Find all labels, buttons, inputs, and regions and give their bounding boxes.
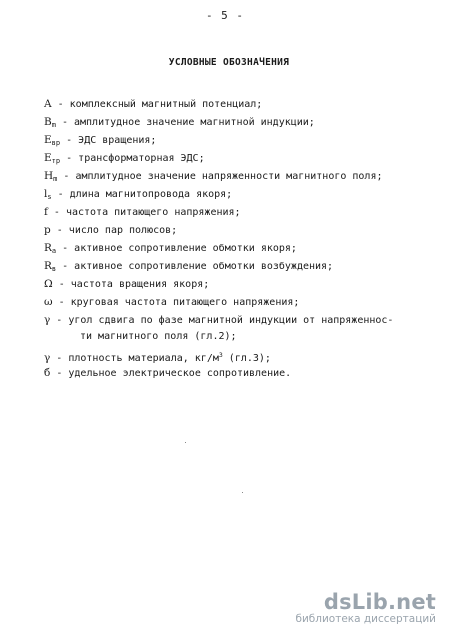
symbol-list [44,95,424,382]
symbol: γ [44,314,51,326]
symbol-item-field-strength-amplitude [44,167,424,185]
symbol: ω [44,296,53,308]
symbol-subscript: в [51,265,57,273]
symbol: E [44,134,52,146]
symbol-description: - амплитудное значение напряженности магнитного поля; [57,171,383,182]
symbol-subscript: вр [51,139,61,147]
symbol-item-rotation-speed [44,275,424,293]
scan-speck [242,492,243,493]
symbol-description: - активное сопротивление обмотки возбуждения; [56,261,334,272]
symbol-description: - ЭДС вращения; [60,135,157,146]
symbol-item-supply-frequency [44,203,424,221]
symbol-subscript: m [51,121,56,129]
symbol-item-angular-frequency [44,293,424,311]
symbol-item-rotation-emf [44,131,424,149]
unit-superscript: 3 [218,351,223,359]
symbol-description: - плотность материала, кг/м [50,353,219,364]
symbol-subscript: m [53,175,58,183]
symbol-subscript: a [51,247,57,255]
symbol-subscript: тр [51,157,61,165]
symbol-description: - круговая частота питающего напряжения; [52,297,300,308]
symbol-description: - угол сдвига по фазе магнитной индукции от напряженнос- [50,315,394,326]
symbol-item-material-density [44,346,424,364]
symbol-item-transformer-emf [44,149,424,167]
symbol: A [44,98,52,110]
symbol: H [44,170,54,182]
page-number: - 5 - [205,9,245,22]
symbol-item-induction-amplitude [44,113,424,131]
symbol: б [44,367,51,379]
symbol-description: - трансформаторная ЭДС; [60,153,205,164]
symbol-description: - активное сопротивление обмотки якоря; [56,243,297,254]
symbol-description: - амплитудное значение магнитной индукции; [55,117,315,128]
symbol-item-armature-resistance [44,239,424,257]
symbol-description: - комплексный магнитный потенциал; [51,99,263,110]
symbol-item-phase-angle [44,311,424,329]
symbol-description: - длина магнитопровода якоря; [51,189,233,200]
symbol: R [44,242,52,254]
symbol-item-field-winding-resistance [44,257,424,275]
symbol: B [44,116,52,128]
symbol-description-tail: (гл.3); [222,353,271,364]
symbol-item-resistivity [44,364,424,382]
symbol-description: ти магнитного поля (гл.2); [80,331,237,342]
page-heading: УСЛОВНЫЕ ОБОЗНАЧЕНИЯ [168,57,290,68]
symbol: l [44,188,48,200]
symbol-description: - частота питающего напряжения; [47,207,241,218]
symbol: Ω [44,278,53,290]
symbol-description: - частота вращения якоря; [52,279,210,290]
symbol-item-pole-pairs [44,221,424,239]
symbol: p [44,224,51,236]
watermark [295,591,436,626]
symbol-subscript: s [47,193,52,201]
scan-speck [185,442,186,443]
watermark-tagline: библиотека диссертаций [295,613,436,625]
symbol-description: - число пар полюсов; [50,225,178,236]
symbol-description: - удельное электрическое сопротивление. [50,368,292,379]
symbol-item-phase-angle-continuation [44,328,424,346]
symbol: R [44,260,52,272]
symbol-item-core-length [44,185,424,203]
watermark-logo: dsLib.net [323,590,436,614]
symbol-item-complex-potential [44,95,424,113]
symbol: f [44,206,48,218]
symbol: γ [44,352,51,364]
symbol: E [44,152,52,164]
